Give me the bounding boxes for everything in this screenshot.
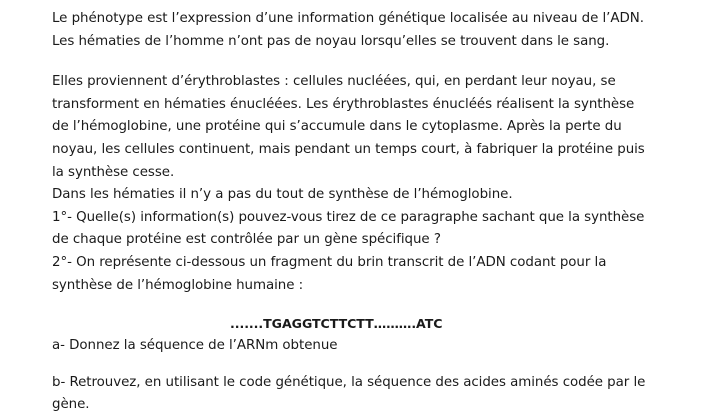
- text-line: transforment en hématies énucléées. Les érythroblastes énucléés réalisent la synthèse: [52, 96, 635, 112]
- text-line: Les hématies de l’homme n’ont pas de noyau lorsqu’elles se trouvent dans le sang.: [52, 33, 610, 49]
- paragraph-spacer: [52, 53, 692, 71]
- text-line: b- Retrouvez, en utilisant le code génétique, la séquence des acides aminés codée par le: [52, 374, 646, 390]
- dna-sequence: .......TGAGGTCTTCTT……….ATC: [230, 316, 443, 332]
- paragraph-spacer: [52, 358, 692, 372]
- text-line: Le phénotype est l’expression d’une information génétique localisée au niveau de l’ADN.: [52, 11, 644, 26]
- question-2-line: synthèse de l’hémoglobine humaine :: [52, 277, 304, 293]
- question-1-line: 1°- Quelle(s) information(s) pouvez-vous tirez de ce paragraphe sachant que la synthèse: [52, 209, 645, 225]
- question-b: [52, 372, 692, 417]
- question-1-line: de chaque protéine est contrôlée par un gène spécifique ?: [52, 232, 441, 248]
- question-2-line: 2°- On représente ci-dessous un fragment du brin transcrit de l’ADN codant pour la: [52, 254, 607, 270]
- question-a: a- Donnez la séquence de l’ARNm obtenue: [52, 338, 338, 354]
- text-line: gène.: [52, 397, 90, 413]
- document-body: [52, 8, 692, 417]
- text-line: de l’hémoglobine, une protéine qui s’accumule dans le cytoplasme. Après la perte du: [52, 119, 622, 135]
- text-line: Dans les hématies il n’y a pas du tout de synthèse de l’hémoglobine.: [52, 187, 513, 203]
- text-line: Elles proviennent d’érythroblastes : cellules nucléées, qui, en perdant leur noyau, se: [52, 74, 616, 90]
- text-line: la synthèse cesse.: [52, 164, 175, 180]
- text-line: noyau, les cellules continuent, mais pendant un temps court, à fabriquer la protéine puis: [52, 141, 645, 157]
- main-paragraph: [52, 71, 692, 297]
- intro-paragraph: [52, 8, 692, 53]
